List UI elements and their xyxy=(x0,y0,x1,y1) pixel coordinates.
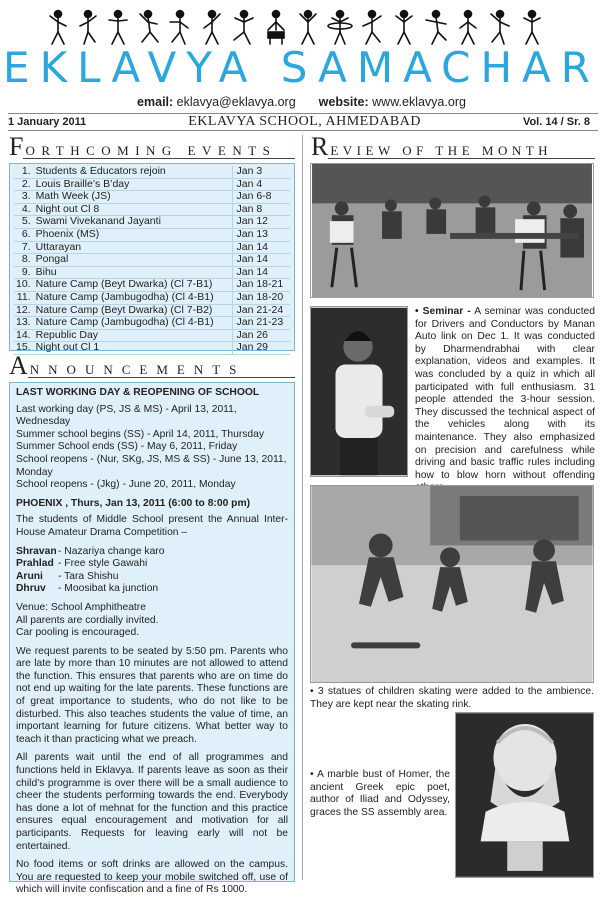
list-item: Prahlad - Free style Gawahi xyxy=(16,558,148,570)
website-link[interactable]: www.eklavya.org xyxy=(372,95,466,109)
venue-info: Venue: School Amphitheatre All parents are cordially invited. Car pooling is encouraged. xyxy=(16,601,159,639)
homer-bust-photo xyxy=(455,712,594,878)
event-num: 12. xyxy=(14,304,34,317)
seminar-label: • Seminar - xyxy=(415,306,471,317)
event-num: 10. xyxy=(14,279,34,292)
announcements-heading: A NNOUNCEMENTS xyxy=(9,356,295,378)
event-date: Jan 29 xyxy=(232,342,290,355)
event-date: Jan 14 xyxy=(232,266,290,279)
event-date: Jan 14 xyxy=(232,241,290,254)
events-table xyxy=(9,163,295,354)
school-calendar-lines: Last working day (PS, JS & MS) - April 13, 2011, Wednesday Summer school begins (SS) - April 14, 2011, Thursday Summer School ends (SS) - May 6, 2011, Friday School reopens - (Nur, SKg, JS, MS & SS) - June 13, 2011, Monday School reopens - (Jkg) - June 20, 2011, Monday xyxy=(16,403,287,491)
event-name: Math Week (JS) xyxy=(34,191,232,204)
school-name: EKLAVYA SCHOOL, AHMEDABAD xyxy=(188,114,421,129)
column-divider xyxy=(302,135,303,880)
event-num: 7. xyxy=(14,241,34,254)
event-name: Nature Camp (Beyt Dwarka) (Cl 7-B1) xyxy=(34,279,232,292)
event-name: Nature Camp (Beyt Dwarka) (Cl 7-B2) xyxy=(34,304,232,317)
event-num: 13. xyxy=(14,317,34,330)
seminar-caption xyxy=(415,306,595,495)
campus-rules-paragraph: No food items or soft drinks are allowed on the campus. You are requested to keep your mobile switched off, use of which will invite confiscation and a fine of Rs 1000. xyxy=(16,859,288,896)
event-name: Uttarayan xyxy=(34,241,232,254)
event-name: Nature Camp (Jambugodha) (Cl 4-B1) xyxy=(34,317,232,330)
statues-caption: • 3 statues of children skating were added to the ambience. They are kept near the skating rink. xyxy=(310,686,594,710)
event-date: Jan 4 xyxy=(232,178,290,191)
event-date: Jan 26 xyxy=(232,329,290,342)
event-num: 15. xyxy=(14,342,34,355)
event-name: Night out Cl 8 xyxy=(34,203,232,216)
table-row xyxy=(14,317,290,330)
event-num: 8. xyxy=(14,254,34,267)
table-row xyxy=(14,254,290,267)
stay-till-end-paragraph: All parents wait until the end of all programmes and functions held in Eklavya. If parents leave as soon as their child’s programme is over there will be a small audience to cheer the students performing towards the end. Everybody has done a lot of mehnat for the function and this practice ensures equal encouragement and motivation for all participants. Requests for leaving early will not be entertained. xyxy=(16,752,288,852)
event-name: Night out Cl 1 xyxy=(34,342,232,355)
seminar-text: A seminar was conducted for Drivers and Conductors by Manan Auto link on Dec 1. It was conducted by Dharmendrabhai with clear explanation, videos and examples. It was concluded by a quiz in which all participated with full enthusiasm. 31 people attended the 3-hour session. They discussed the technical aspect of the vehicles along with its maintenance. They also emphasized on precision and carefulness while driving and basic traffic rules including how to blow horn without offending xyxy=(415,306,596,481)
event-num: 2. xyxy=(14,178,34,191)
event-name: Nature Camp (Jambugodha) (Cl 4-B1) xyxy=(34,291,232,304)
table-row xyxy=(14,266,290,279)
phoenix-intro: The students of Middle School present the Annual Inter-House Amateur Drama Competition – xyxy=(16,514,288,538)
event-name: Louis Braille’s B’day xyxy=(34,178,232,191)
table-row xyxy=(14,329,290,342)
masthead-title: EKLAVYA SAMACHAR xyxy=(3,43,600,92)
punctuality-paragraph: We request parents to be seated by 5:50 pm. Parents who are late by more than 10 minutes are not allowed to attend the function. This ensures that parents who are on time do not end up waiting for the late parents. These functions are of great importance to students, who do not like to be disturbed. This also teaches students the value of time, an important learning for future citizens. What better way to teach it than practicing what we preach. xyxy=(16,645,288,745)
event-name: Swami Vivekanand Jayanti xyxy=(34,216,232,229)
event-date: Jan 21-24 xyxy=(232,304,290,317)
event-date: Jan 13 xyxy=(232,228,290,241)
event-date: Jan 18-20 xyxy=(232,291,290,304)
event-date: Jan 12 xyxy=(232,216,290,229)
table-row xyxy=(14,191,290,204)
table-row xyxy=(14,342,290,355)
event-date: Jan 14 xyxy=(232,254,290,267)
table-row xyxy=(14,178,290,191)
list-item: Aruni - Tara Shishu xyxy=(16,570,119,582)
issue-date: 1 January 2011 xyxy=(8,116,87,128)
table-row xyxy=(14,166,290,178)
list-item: Dhruv - Moosibat ka junction xyxy=(16,583,159,595)
table-row xyxy=(14,304,290,317)
event-num: 14. xyxy=(14,329,34,342)
table-row xyxy=(14,216,290,229)
announcements-box xyxy=(9,382,295,896)
event-num: 6. xyxy=(14,228,34,241)
event-name: Pongal xyxy=(34,254,232,267)
email-link[interactable]: eklavya@eklavya.org xyxy=(176,95,296,109)
table-row xyxy=(14,241,290,254)
dateline xyxy=(8,113,598,131)
table-row xyxy=(14,228,290,241)
event-name: Students & Educators rejoin xyxy=(34,166,232,178)
event-date: Jan 6-8 xyxy=(232,191,290,204)
homer-caption: • A marble bust of Homer, the ancient Greek epic poet, author of Iliad and Odyssey, graces the SS assembly area. xyxy=(310,769,450,818)
event-date: Jan 21-23 xyxy=(232,317,290,330)
contact-line xyxy=(0,95,603,109)
dancing-kids-banner xyxy=(48,8,558,48)
event-num: 1. xyxy=(14,166,34,178)
school-calendar-title: LAST WORKING DAY & REOPENING OF SCHOOL xyxy=(16,387,260,398)
speaker-photo xyxy=(310,306,408,477)
phoenix-title: PHOENIX , Thurs, Jan 13, 2011 (6:00 to 8:00 pm) xyxy=(16,497,251,509)
seminar-audience-photo xyxy=(310,163,594,298)
house-plays-list xyxy=(16,546,288,596)
review-heading: R EVIEW OF THE MONTH xyxy=(311,137,595,159)
event-date: Jan 8 xyxy=(232,203,290,216)
event-num: 4. xyxy=(14,203,34,216)
event-date: Jan 18-21 xyxy=(232,279,290,292)
events-heading: F ORTHCOMING EVENTS xyxy=(9,137,295,159)
event-name: Republic Day xyxy=(34,329,232,342)
table-row xyxy=(14,291,290,304)
table-row xyxy=(14,279,290,292)
list-item: Shravan - Nazariya change karo xyxy=(16,545,165,557)
email-label: email: xyxy=(137,95,174,109)
volume-number: Vol. 14 / Sr. 8 xyxy=(522,116,590,128)
skating-statues-photo xyxy=(310,485,594,683)
table-row xyxy=(14,203,290,216)
event-num: 5. xyxy=(14,216,34,229)
event-num: 3. xyxy=(14,191,34,204)
event-date: Jan 3 xyxy=(232,166,290,178)
website-label: website: xyxy=(318,95,369,109)
event-name: Phoenix (MS) xyxy=(34,228,232,241)
event-num: 11. xyxy=(14,291,34,304)
event-num: 9. xyxy=(14,266,34,279)
event-name: Bihu xyxy=(34,266,232,279)
